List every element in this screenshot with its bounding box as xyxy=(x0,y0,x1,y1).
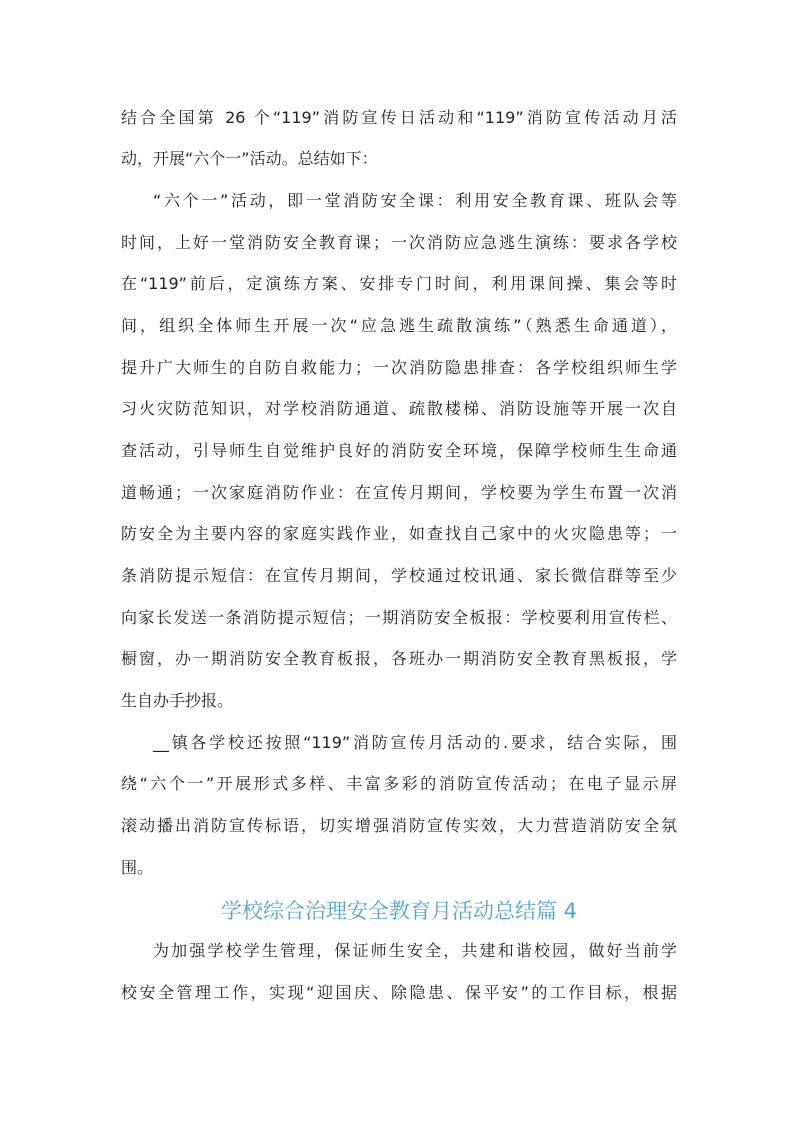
paragraph-line: 围。 xyxy=(121,858,154,877)
paragraph-line: 滚动播出消防宣传标语，切实增强消防宣传实效，大力营造消防安全氛 xyxy=(121,816,677,835)
paragraph-line: 绕“六个一”开展形式多样、丰富多彩的消防宣传活动；在电子显示屏 xyxy=(121,774,677,793)
paragraph-line: 结合全国第 26 个“119”消防宣传日活动和“119”消防宣传活动月活 xyxy=(121,108,677,127)
paragraph-line: 防安全为主要内容的家庭实践作业，如查找自己家中的火灾隐患等；一 xyxy=(121,524,677,543)
paragraph-line: 生自办手抄报。 xyxy=(121,691,234,710)
paragraph-line: __镇各学校还按照“119”消防宣传月活动的.要求，结合实际，围 xyxy=(153,733,677,752)
paragraph-line: 提升广大师生的自防自救能力；一次消防隐患排查：各学校组织师生学 xyxy=(121,358,677,377)
paragraph-line: 为加强学校学生管理，保证师生安全，共建和谐校园，做好当前学 xyxy=(153,941,677,960)
paragraph-line: “六个一”活动，即一堂消防安全课：利用安全教育课、班队会等 xyxy=(153,191,677,210)
paragraph-line: 条消防提示短信：在宣传月期间，学校通过校讯通、家长微信群等至少 xyxy=(121,566,677,585)
paragraph-line: 时间，上好一堂消防安全教育课；一次消防应急逃生演练：要求各学校 xyxy=(121,233,677,252)
paragraph-line: 间，组织全体师生开展一次“应急逃生疏散演练”（熟悉生命通道）， xyxy=(121,316,677,335)
section-heading: 学校综合治理安全教育月活动总结篇 4 xyxy=(220,899,578,923)
paragraph-line: 向家长发送一条消防提示短信；一期消防安全板报：学校要利用宣传栏、 xyxy=(121,608,677,627)
paragraph-line: 橱窗，办一期消防安全教育板报，各班办一期消防安全教育黑板报，学 xyxy=(121,649,677,668)
paragraph-line: 习火灾防范知识，对学校消防通道、疏散楼梯、消防设施等开展一次自 xyxy=(121,399,677,418)
paragraph-line: 查活动，引导师生自觉维护良好的消防安全环境，保障学校师生生命通 xyxy=(121,441,677,460)
paragraph-line: 校安全管理工作，实现“迎国庆、除隐患、保平安”的工作目标，根据 xyxy=(121,983,677,1002)
paragraph-line: 动，开展“六个一”活动。总结如下： xyxy=(121,149,378,168)
paragraph-line: 在“119”前后，定演练方案、安排专门时间，利用课间操、集会等时 xyxy=(121,274,677,293)
paragraph-line: 道畅通；一次家庭消防作业：在宣传月期间，学校要为学生布置一次消 xyxy=(121,483,677,502)
